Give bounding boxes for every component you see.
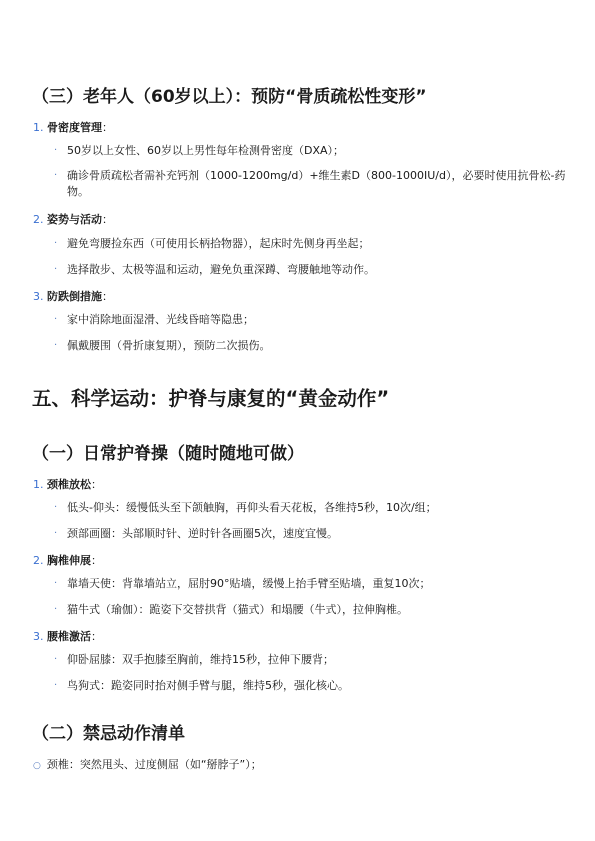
dot-icon: ·: [54, 314, 58, 325]
section-heading-elderly: （三）老年人（60岁以上）：预防“骨质疏松性变形”: [32, 87, 427, 107]
dot-icon: ·: [54, 170, 58, 181]
dot-icon: ·: [54, 264, 58, 275]
list-item: · 50岁以上女性、60岁以上男性每年检测骨密度（DXA）；: [54, 144, 345, 157]
chapter-heading-exercise: 五、科学运动：护脊与康复的“黄金动作”: [32, 387, 390, 410]
dot-icon: ·: [54, 340, 58, 351]
section-heading-daily-exercise: （一）日常护脊操（随时随地可做）: [32, 444, 304, 464]
dot-icon: ·: [54, 578, 58, 589]
list-item-number: 1. 颈椎放松：: [33, 478, 102, 491]
list-item: · 颈部画圈：头部顺时针、逆时针各画圈5次，速度宜慢。: [54, 527, 338, 540]
dot-icon: ·: [54, 680, 58, 691]
list-item: · 佩戴腰围（骨折康复期），预防二次损伤。: [54, 339, 271, 352]
dot-icon: ·: [54, 604, 58, 615]
list-item: · 选择散步、太极等温和运动，避免负重深蹲、弯腰触地等动作。: [54, 263, 375, 276]
list-item: · 确诊骨质疏松者需补充钙剂（1000-1200mg/d）+维生素D（800-1000IU/d），必要时使用抗骨松-药物。: [54, 169, 566, 198]
list-item: · 避免弯腰捡东西（可使用长柄拾物器），起床时先侧身再坐起；: [54, 237, 370, 250]
list-item: · 靠墙天使：背靠墙站立，屈肘90°贴墙，缓慢上抬手臂至贴墙，重复10次；: [54, 577, 431, 590]
circle-bullet-icon: ○: [33, 761, 41, 771]
dot-icon: ·: [54, 502, 58, 513]
list-item-number: 1. 骨密度管理：: [33, 121, 113, 134]
list-item: · 家中消除地面湿滑、光线昏暗等隐患；: [54, 313, 254, 326]
dot-icon: ·: [54, 145, 58, 156]
section-heading-forbidden-moves: （二）禁忌动作清单: [32, 724, 185, 744]
list-item-number: 2. 姿势与活动：: [33, 213, 113, 226]
dot-icon: ·: [54, 528, 58, 539]
list-item-number: 3. 防跌倒措施：: [33, 290, 113, 303]
dot-icon: ·: [54, 238, 58, 249]
list-item: ○ 颈椎：突然甩头、过度侧屈（如“掰脖子”）；: [33, 758, 262, 771]
list-item-number: 3. 腰椎激活：: [33, 630, 102, 643]
dot-icon: ·: [54, 654, 58, 665]
list-item: · 猫牛式（瑜伽）：跪姿下交替拱背（猫式）和塌腰（牛式），拉伸胸椎。: [54, 603, 408, 616]
list-item: · 低头-仰头：缓慢低头至下颌触胸，再仰头看天花板，各维持5秒，10次/组；: [54, 501, 437, 514]
list-item: · 鸟狗式：跪姿同时抬对侧手臂与腿，维持5秒，强化核心。: [54, 679, 349, 692]
list-item: · 仰卧屈膝：双手抱膝至胸前，维持15秒，拉伸下腰背；: [54, 653, 334, 666]
list-item-number: 2. 胸椎伸展：: [33, 554, 102, 567]
